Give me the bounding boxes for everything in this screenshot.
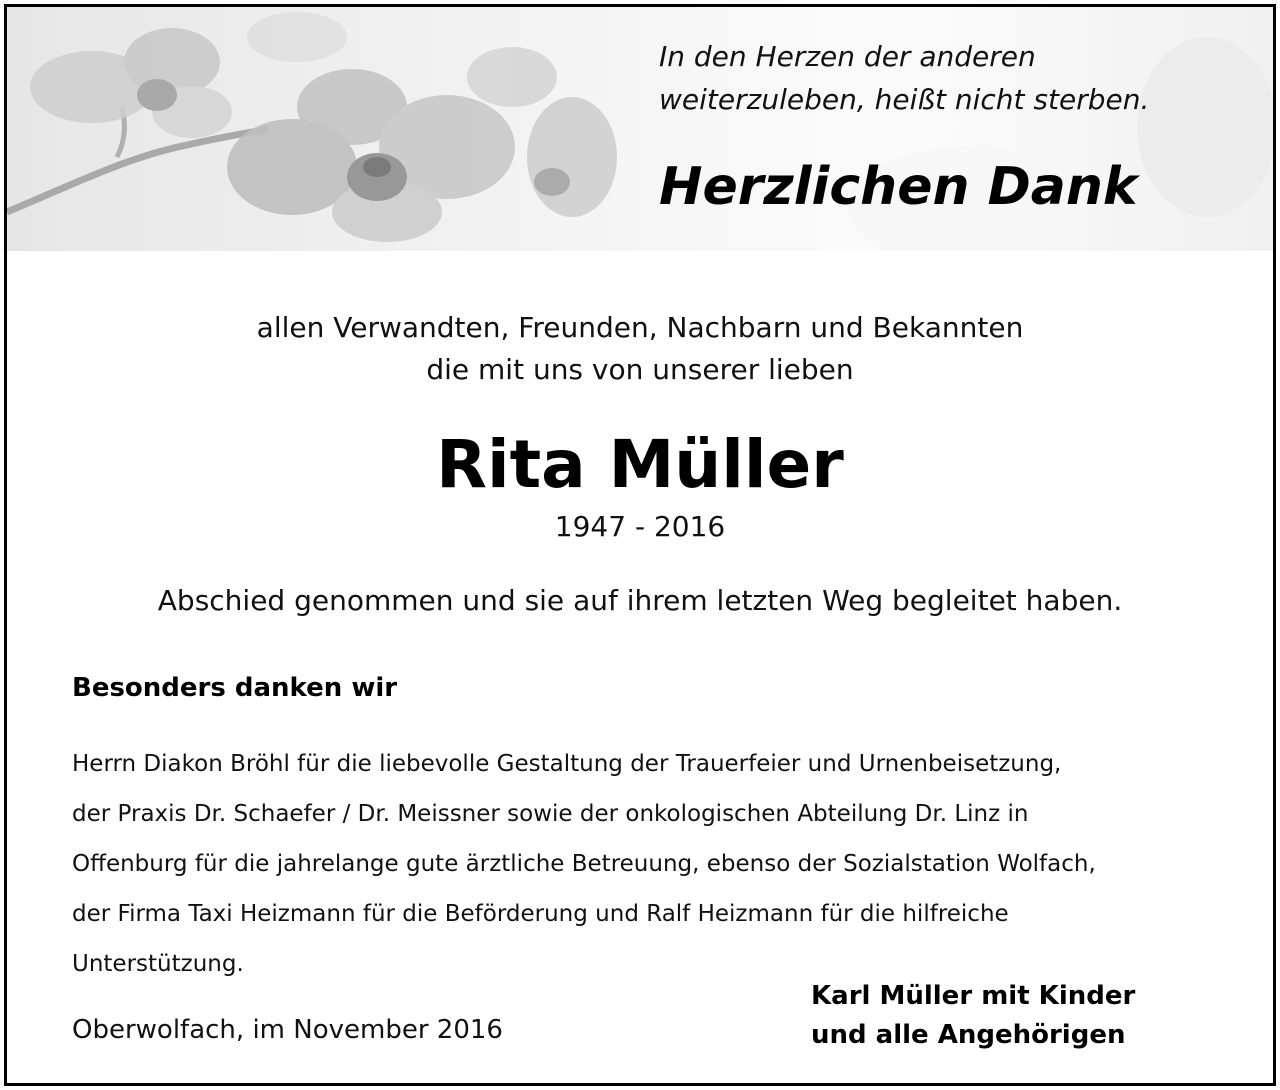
notice-title: Herzlichen Dank [659, 157, 1138, 217]
header-quote [659, 35, 1149, 121]
signatory-line: Karl Müller mit Kinder [811, 981, 1136, 1011]
signatory-line: und alle Angehörigen [811, 1020, 1126, 1050]
quote-line: In den Herzen der anderen [659, 40, 1036, 73]
signatories [811, 977, 1135, 1055]
thanks-line: Herrn Diakon Bröhl für die liebevolle Gestaltung der Trauerfeier und Urnenbeisetzung, [72, 751, 1062, 777]
thanks-line: Unterstützung. [72, 951, 244, 977]
thanks-line: der Firma Taxi Heizmann für die Beförderung und Ralf Heizmann für die hilfreiche [72, 901, 1009, 927]
thanks-line: Offenburg für die jahrelange gute ärztliche Betreuung, ebenso der Sozialstation Wolfach, [72, 851, 1096, 877]
intro-text [7, 307, 1273, 391]
intro-line: allen Verwandten, Freunden, Nachbarn und Bekannten [256, 311, 1024, 344]
intro-line: die mit uns von unserer lieben [426, 353, 854, 386]
thanks-line: der Praxis Dr. Schaefer / Dr. Meissner sowie der onkologischen Abteilung Dr. Linz in [72, 801, 1029, 827]
deceased-years: 1947 - 2016 [554, 510, 726, 543]
thanks-heading: Besonders danken wir [72, 673, 398, 703]
header-banner [7, 7, 1273, 251]
quote-line: weiterzuleben, heißt nicht sterben. [659, 83, 1150, 116]
place-date: Oberwolfach, im November 2016 [72, 1015, 503, 1045]
thanks-body [72, 739, 1232, 989]
notice-frame [4, 4, 1276, 1086]
deceased-name: Rita Müller [436, 426, 844, 503]
farewell-text: Abschied genommen und sie auf ihrem letzten Weg begleitet haben. [157, 584, 1123, 617]
